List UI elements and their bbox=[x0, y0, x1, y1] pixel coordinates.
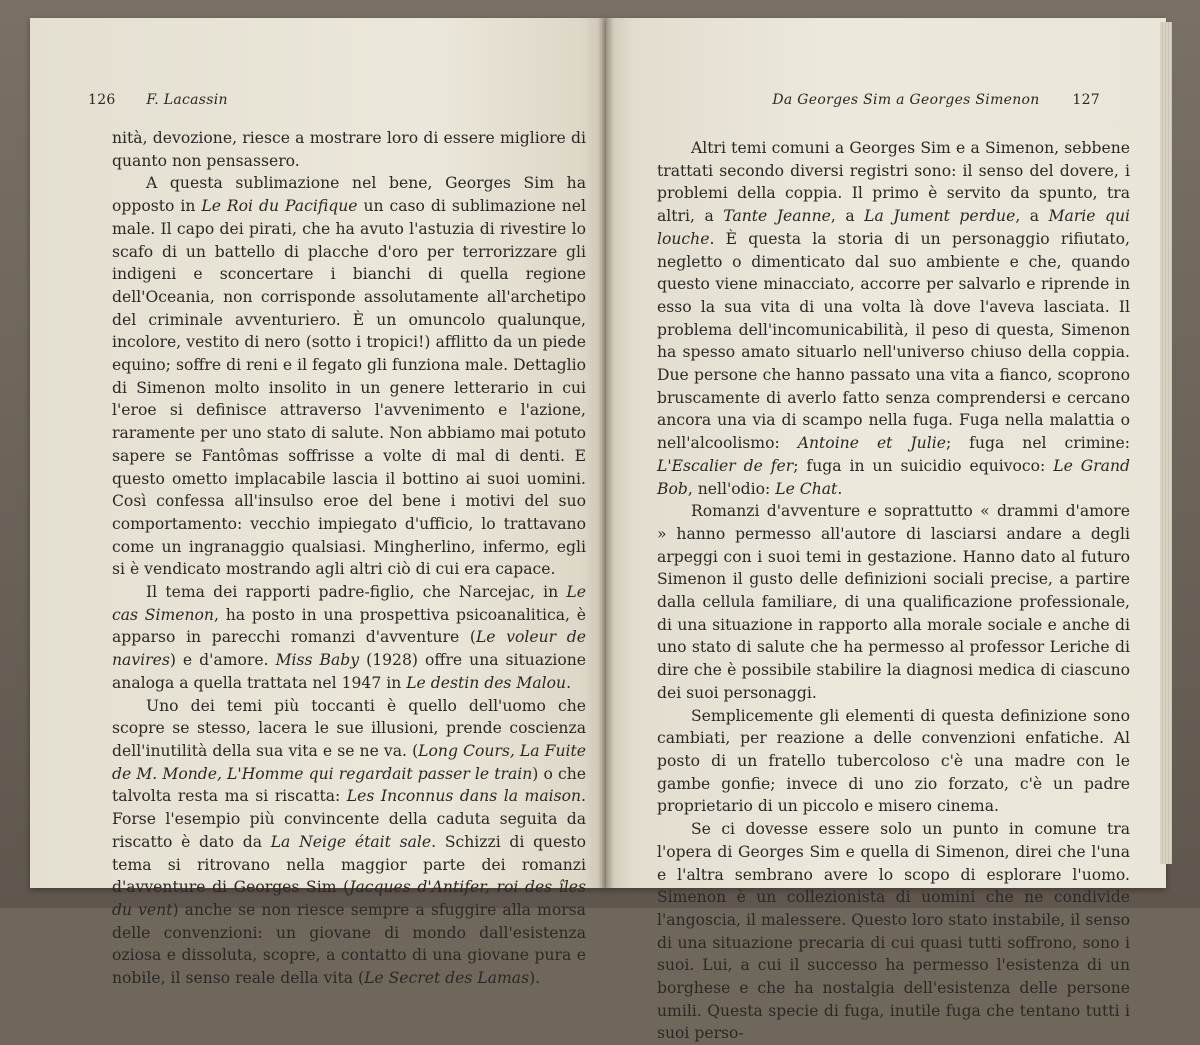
italic-title: Le Roi du Pacifique bbox=[201, 197, 358, 216]
right-page-header bbox=[772, 92, 1100, 108]
text-run: ) o che talvolta resta ma si riscatta: bbox=[112, 764, 586, 806]
italic-title: La Jument perdue bbox=[864, 207, 1016, 226]
paragraph bbox=[112, 695, 586, 990]
book-gutter bbox=[598, 18, 614, 888]
text-run: Romanzi d'avventure e soprattutto « drammi d'amore » hanno permesso all'autore di lasciarsi andare a degli arpeggi con i suoi temi in gestazione. Hanno dato al futuro Simenon il gusto delle definizioni sociali precise, a partire dalla cellula familiare, di una qualificazione professionale, di una situazione in rapporto alla morale sociale e anche di uno stato di salute che ha permesso al professor Leriche di dire che è possibile stabilire la diagnosi medica di ciascuno dei suoi personaggi. bbox=[657, 502, 1130, 702]
italic-title: Le voleur de navires bbox=[112, 628, 586, 670]
text-run: nità, devozione, riesce a mostrare loro di essere migliore di quanto non pensassero. bbox=[112, 129, 586, 170]
paragraph bbox=[657, 818, 1130, 1045]
paragraph bbox=[657, 500, 1130, 704]
text-run: . bbox=[837, 479, 843, 498]
right-running-head: Da Georges Sim a Georges Simenon bbox=[772, 92, 1040, 108]
text-run: . È questa la storia di un personaggio rifiutato, negletto o dimenticato dal suo ambiente e che, quando questo viene minacciato, accorre per salvarlo e riprende in esso la sua vita di una volta là dove l'aveva lasciata. Il problema dell'incomunicabilità, il peso di questa, Simenon ha spesso amato situarlo nell'universo chiuso della coppia. Due persone che hanno passato una vita a fianco, scoprono bruscamente di averlo fatto senza comprendersi e cercano ancora una via di scampo nella fuga. Fuga nella malattia o nell'alcoolismo: bbox=[657, 229, 1130, 453]
italic-title: Jacques d'Antifer, roi des îles du vent bbox=[112, 878, 587, 919]
italic-title: Le destin des Malou bbox=[406, 673, 567, 692]
paragraph bbox=[657, 137, 1130, 500]
text-run: , a bbox=[1015, 207, 1049, 226]
paragraph bbox=[112, 172, 586, 581]
text-run: . Forse l'esempio più convincente della caduta seguita da riscatto è dato da bbox=[112, 787, 587, 851]
left-page bbox=[30, 18, 606, 988]
text-run: , nell'odio: bbox=[687, 479, 776, 498]
text-run: A questa sublimazione nel bene, Georges Sim ha opposto in bbox=[112, 174, 586, 216]
text-run: ). bbox=[529, 969, 541, 988]
italic-title: Le Chat bbox=[775, 479, 838, 498]
paragraph bbox=[112, 127, 586, 172]
left-page-header bbox=[88, 92, 228, 108]
italic-title: Le cas Simenon bbox=[112, 583, 586, 624]
italic-title: La Neige était sale bbox=[270, 832, 432, 851]
text-run: , ha posto in una prospettiva psicoanalitica, è apparso in parecchi romanzi d'avventure ( bbox=[112, 605, 586, 647]
text-run: Semplicemente gli elementi di questa definizione sono cambiati, per reazione a delle convenzioni enfatiche. Al posto di un fratello tubercoloso c'è una madre con le gambe gonfie; invece di uno zio forzato, c'è un padre proprietario di un piccolo e misero cinema. bbox=[657, 706, 1130, 816]
italic-title: Long Cours, La Fuite de M. Monde, L'Homme qui regardait passer le train bbox=[112, 741, 586, 783]
text-run: . Schizzi di questo tema si ritrovano nella maggior parte dei romanzi d'avventure di Georges Sim ( bbox=[112, 832, 586, 897]
italic-title: Le Grand Bob bbox=[657, 456, 1130, 498]
text-run: , a bbox=[830, 207, 865, 226]
italic-title: Miss Baby bbox=[275, 651, 360, 670]
italic-title: Antoine et Julie bbox=[797, 434, 946, 453]
text-run: . bbox=[566, 673, 572, 692]
text-run: ; fuga in un suicidio equivoco: bbox=[793, 456, 1054, 475]
text-run: ; fuga nel crimine: bbox=[945, 434, 1130, 453]
text-run: ) anche se non riesce sempre a sfuggire alla morsa delle convenzioni: un giovane di mondo dall'esistenza oziosa e dissoluta, scopre, a contatto di una giovane pura e nobile, il senso reale della vita ( bbox=[112, 900, 586, 988]
italic-title: L'Escalier de fer bbox=[657, 456, 794, 475]
text-run: Il tema dei rapporti padre-figlio, che Narcejac, in bbox=[146, 583, 567, 602]
left-page-body bbox=[112, 127, 586, 990]
text-run: un caso di sublimazione nel male. Il capo dei pirati, che ha avuto l'astuzia di rivestire lo scafo di un battello di placche d'oro per terrorizzare gli indigeni e sconcertare i bianchi di quella regione dell'Oceania, non corrisponde assolutamente all'archetipo del criminale avventuriero. È un omuncolo qualunque, incolore, vestito di nero (sotto i tropici!) afflitto da un piede equino; soffre di reni e il fegato gli funziona male. Dettaglio di Simenon molto insolito in un genere letterario in cui l'eroe si definisce attraverso l'avvenimento e l'azione, raramente per uno stato di salute. Non abbiamo mai potuto sapere se Fantômas soffrisse a volte di mal di denti. E questo ometto implacabile lascia il bottino ai suoi uomini. Così confessa all'insulso eroe del bene i motivi del suo comportamento: vecchio impiegato d'ufficio, lo trattavano come un ingranaggio qualsiasi. Mingherlino, infermo, egli si è vendicato mostrando agli altri ciò di cui era capace. bbox=[112, 197, 587, 579]
text-run: Uno dei temi più toccanti è quello dell'uomo che scopre se stesso, lacera le sue illusioni, prende coscienza dell'inutilità della sua vita e se ne va. ( bbox=[112, 696, 586, 760]
text-run: Altri temi comuni a Georges Sim e a Simenon, sebbene trattati secondo diversi registri sono: il senso del dovere, i problemi della coppia. Il primo è servito da spunto, tra altri, a bbox=[657, 139, 1130, 226]
italic-title: Marie qui louche bbox=[657, 207, 1131, 248]
text-run: (1928) offre una situazione analoga a quella trattata nel 1947 in bbox=[112, 651, 587, 692]
italic-title: Tante Jeanne bbox=[723, 207, 831, 226]
right-page-number: 127 bbox=[1072, 92, 1100, 108]
paragraph bbox=[112, 581, 586, 695]
left-running-head: F. Lacassin bbox=[146, 92, 228, 108]
left-page-number: 126 bbox=[88, 92, 116, 108]
italic-title: Les Inconnus dans la maison bbox=[346, 787, 582, 806]
text-run: Se ci dovesse essere solo un punto in comune tra l'opera di Georges Sim e quella di Simenon, direi che l'una e l'altra sembrano avere lo scopo di esplorare l'uomo. Simenon è un collezionista di uomini che ne condivide l'angoscia, il malessere. Questo loro stato instabile, il senso di una situazione precaria di cui quasi tutti soffrono, sono i suoi. Lui, a cui il successo ha permesso l'esistenza di un borghese e che ha nostalgia dell'esistenza delle persone umili. Questa specie di fuga, inutile fuga che tentano tutti i suoi perso- bbox=[657, 820, 1130, 1043]
text-run: ) e d'amore. bbox=[169, 651, 276, 670]
page-stack-edge bbox=[1160, 22, 1172, 864]
right-page-body bbox=[657, 137, 1130, 1045]
right-page bbox=[606, 18, 1166, 1043]
italic-title: Le Secret des Lamas bbox=[364, 969, 530, 988]
paragraph bbox=[657, 705, 1130, 819]
